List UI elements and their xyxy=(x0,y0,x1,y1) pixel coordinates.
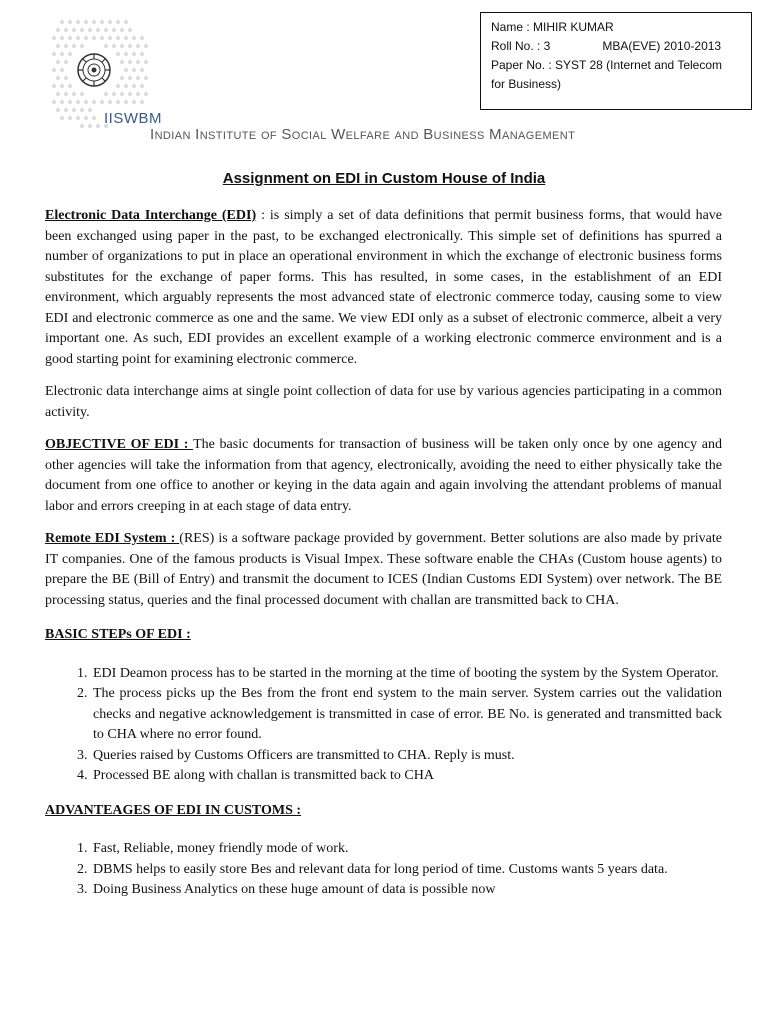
institute-name-part: INSTITUTE xyxy=(195,126,257,143)
remote-edi-paragraph xyxy=(45,529,722,611)
list-item: 2. DBMS helps to easily store Bes and relevant data for long period of time. Customs wants 5 years data. xyxy=(91,860,722,881)
objective-text: The basic documents for transaction of business will be taken only once by one agency and other agencies will take the information from that agency, electronically, avoiding the need to either physically take the document from one office to another or keying in the data again and again involving the attendant problems of manual labor and errors creeping in at each stage of data entry. xyxy=(45,437,723,514)
advantages-heading: ADVANTEAGES OF EDI IN CUSTOMS : xyxy=(45,802,302,818)
institute-name-part: INDIAN xyxy=(150,126,191,143)
institute-name-part: OF xyxy=(260,130,278,142)
institute-name-part: AND xyxy=(394,130,419,142)
advantages-list xyxy=(45,839,722,901)
institute-name-part: WELFARE xyxy=(331,126,391,143)
institute-logo xyxy=(50,18,162,148)
roll-number: Roll No. : 3 xyxy=(491,39,551,53)
institute-name-part: SOCIAL xyxy=(281,126,327,143)
edi-aim-paragraph: Electronic data interchange aims at single point collection of data for use by various agencies participating in a common activity. xyxy=(45,384,722,420)
remote-edi-text: (RES) is a software package provided by government. Better solutions are also made by private IT companies. One of the famous products is Visual Impex. These software enable the CHAs (Custom house agents) to prepare the BE (Bill of Entry) and transmit the document to ICES (Indian Customs EDI System) over network. The BE processing status, queries and the final processed document with challan are transmitted back to CHA. xyxy=(45,531,722,608)
list-item: 4. Processed BE along with challan is transmitted back to CHA xyxy=(91,766,722,787)
edi-definition-paragraph xyxy=(45,206,722,370)
basic-steps-heading: BASIC STEPs OF EDI : xyxy=(45,627,191,642)
logo-emblem-icon xyxy=(74,50,114,90)
edi-definition-text: : is simply a set of data definitions that permit business forms, that would have been exchanged using paper in the past, to be exchanged electronically. This simple set of definitions has spurred a number of organizations to put in place an operational environment in which the exchange of electronic business forms substitutes for the exchange of paper forms. This has resulted, in some cases, in the establishment of an EDI environment, which arguably represents the most advanced state of electronic commerce today, causing some to view EDI and electronic commerce as one and the same. We view EDI only as a subset of electronic commerce, albeit a very important one. As such, EDI provides an excellent example of a working electronic commerce environment and is a good starting point for examining electronic commerce. xyxy=(45,208,723,367)
remote-edi-term: Remote EDI System : xyxy=(45,531,180,546)
paper-number-continued: for Business) xyxy=(491,77,562,91)
objective-paragraph xyxy=(45,435,722,517)
list-item: 1. Fast, Reliable, money friendly mode of work. xyxy=(91,839,722,860)
institute-name xyxy=(150,126,575,143)
list-item: 2. The process picks up the Bes from the front end system to the main server. System carries out the validation checks and negative acknowledgement is transmitted in case of error. BE No. is generated and transmitted back to CHA where no error found. xyxy=(91,684,722,746)
institute-name-part: MANAGEMENT xyxy=(489,126,576,143)
paper-number: Paper No. : SYST 28 (Internet and Telecom xyxy=(491,58,723,72)
objective-term: OBJECTIVE OF EDI : xyxy=(45,437,194,452)
institute-name-part: BUSINESS xyxy=(423,126,485,143)
roll-program-line xyxy=(491,37,741,56)
document-title: Assignment on EDI in Custom House of India xyxy=(222,170,546,187)
edi-term: Electronic Data Interchange (EDI) xyxy=(45,208,257,223)
list-item: 3. Queries raised by Customs Officers are transmitted to CHA. Reply is must. xyxy=(91,746,722,767)
student-info-box xyxy=(480,12,752,110)
document-body xyxy=(45,206,722,915)
student-name: Name : MIHIR KUMAR xyxy=(491,20,614,34)
list-item: 1. EDI Deamon process has to be started in the morning at the time of booting the system by the System Operator. xyxy=(91,664,722,685)
basic-steps-list xyxy=(45,664,722,787)
program: MBA(EVE) 2010-2013 xyxy=(602,39,722,53)
logo-text: IISWBM xyxy=(104,110,162,127)
list-item: 3. Doing Business Analytics on these huge amount of data is possible now xyxy=(91,880,722,901)
